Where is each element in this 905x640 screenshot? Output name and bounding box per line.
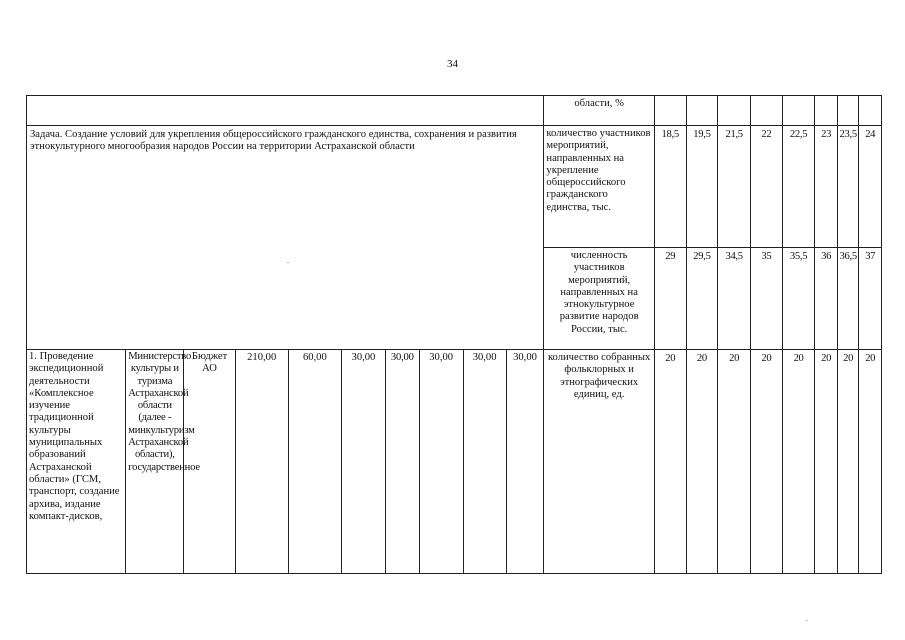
indicator-value: 20 — [751, 350, 783, 574]
funding-year: 30,00 — [341, 350, 385, 574]
value-cell — [859, 96, 882, 126]
value-cell — [718, 96, 751, 126]
funding-source: Бюджет АО — [184, 350, 235, 574]
indicator-value: 37 — [859, 248, 882, 350]
activity-row — [27, 350, 882, 574]
scan-speck — [287, 262, 289, 263]
page-number: 34 — [447, 58, 458, 70]
empty-cell — [27, 96, 544, 126]
activity-executor: Министерство культуры и туризма Астраханской области (далее - минкультуризм Астраханской области), государственное — [126, 350, 184, 574]
value-cell — [837, 96, 858, 126]
value-cell — [815, 96, 838, 126]
indicator-cell: области, % — [544, 96, 654, 126]
indicator-value: 20 — [815, 350, 838, 574]
activity-name: 1. Проведение экспедиционной деятельности «Комплексное изучение традиционной культуры муниципальных образований Астраханской области» (ГСМ, транспорт, создание архива, издание компакт-дисков, — [27, 350, 126, 574]
indicator-value: 23,5 — [837, 126, 858, 248]
indicator-value: 19,5 — [686, 126, 718, 248]
value-cell — [654, 96, 686, 126]
indicator-value: 23 — [815, 126, 838, 248]
indicator-text: количество собранных фольклорных и этнографических единиц, ед. — [544, 350, 654, 574]
task-row — [27, 126, 882, 248]
indicator-value: 20 — [837, 350, 858, 574]
indicator-value: 36,5 — [837, 248, 858, 350]
indicator-value: 20 — [718, 350, 751, 574]
funding-year: 30,00 — [463, 350, 506, 574]
indicator-value: 36 — [815, 248, 838, 350]
funding-year: 30,00 — [506, 350, 544, 574]
funding-year: 60,00 — [288, 350, 341, 574]
value-cell — [782, 96, 815, 126]
value-cell — [751, 96, 783, 126]
funding-total: 210,00 — [235, 350, 288, 574]
indicator-value: 24 — [859, 126, 882, 248]
indicator-value: 22 — [751, 126, 783, 248]
indicator-value: 29,5 — [686, 248, 718, 350]
indicator-value: 22,5 — [782, 126, 815, 248]
funding-year: 30,00 — [419, 350, 463, 574]
indicator-value: 18,5 — [654, 126, 686, 248]
continuation-row — [27, 96, 882, 126]
indicator-value: 34,5 — [718, 248, 751, 350]
scan-speck — [806, 620, 808, 621]
indicator-value: 20 — [686, 350, 718, 574]
indicator-text: количество участников мероприятий, направленных на укрепление общероссийского гражданского единства, тыс. — [544, 126, 654, 248]
task-cell: Задача. Создание условий для укрепления общероссийского гражданского единства, сохранения и развития этнокультурного многообразия народов России на территории Астраханской области — [27, 126, 544, 350]
indicator-value: 35 — [751, 248, 783, 350]
indicator-value: 21,5 — [718, 126, 751, 248]
indicator-value: 20 — [859, 350, 882, 574]
value-cell — [686, 96, 718, 126]
program-table — [26, 95, 882, 574]
indicator-text: численность участников мероприятий, направленных на этнокультурное развитие народов России, тыс. — [544, 248, 654, 350]
funding-year: 30,00 — [385, 350, 419, 574]
indicator-value: 20 — [654, 350, 686, 574]
indicator-value: 35,5 — [782, 248, 815, 350]
indicator-value: 29 — [654, 248, 686, 350]
indicator-value: 20 — [782, 350, 815, 574]
